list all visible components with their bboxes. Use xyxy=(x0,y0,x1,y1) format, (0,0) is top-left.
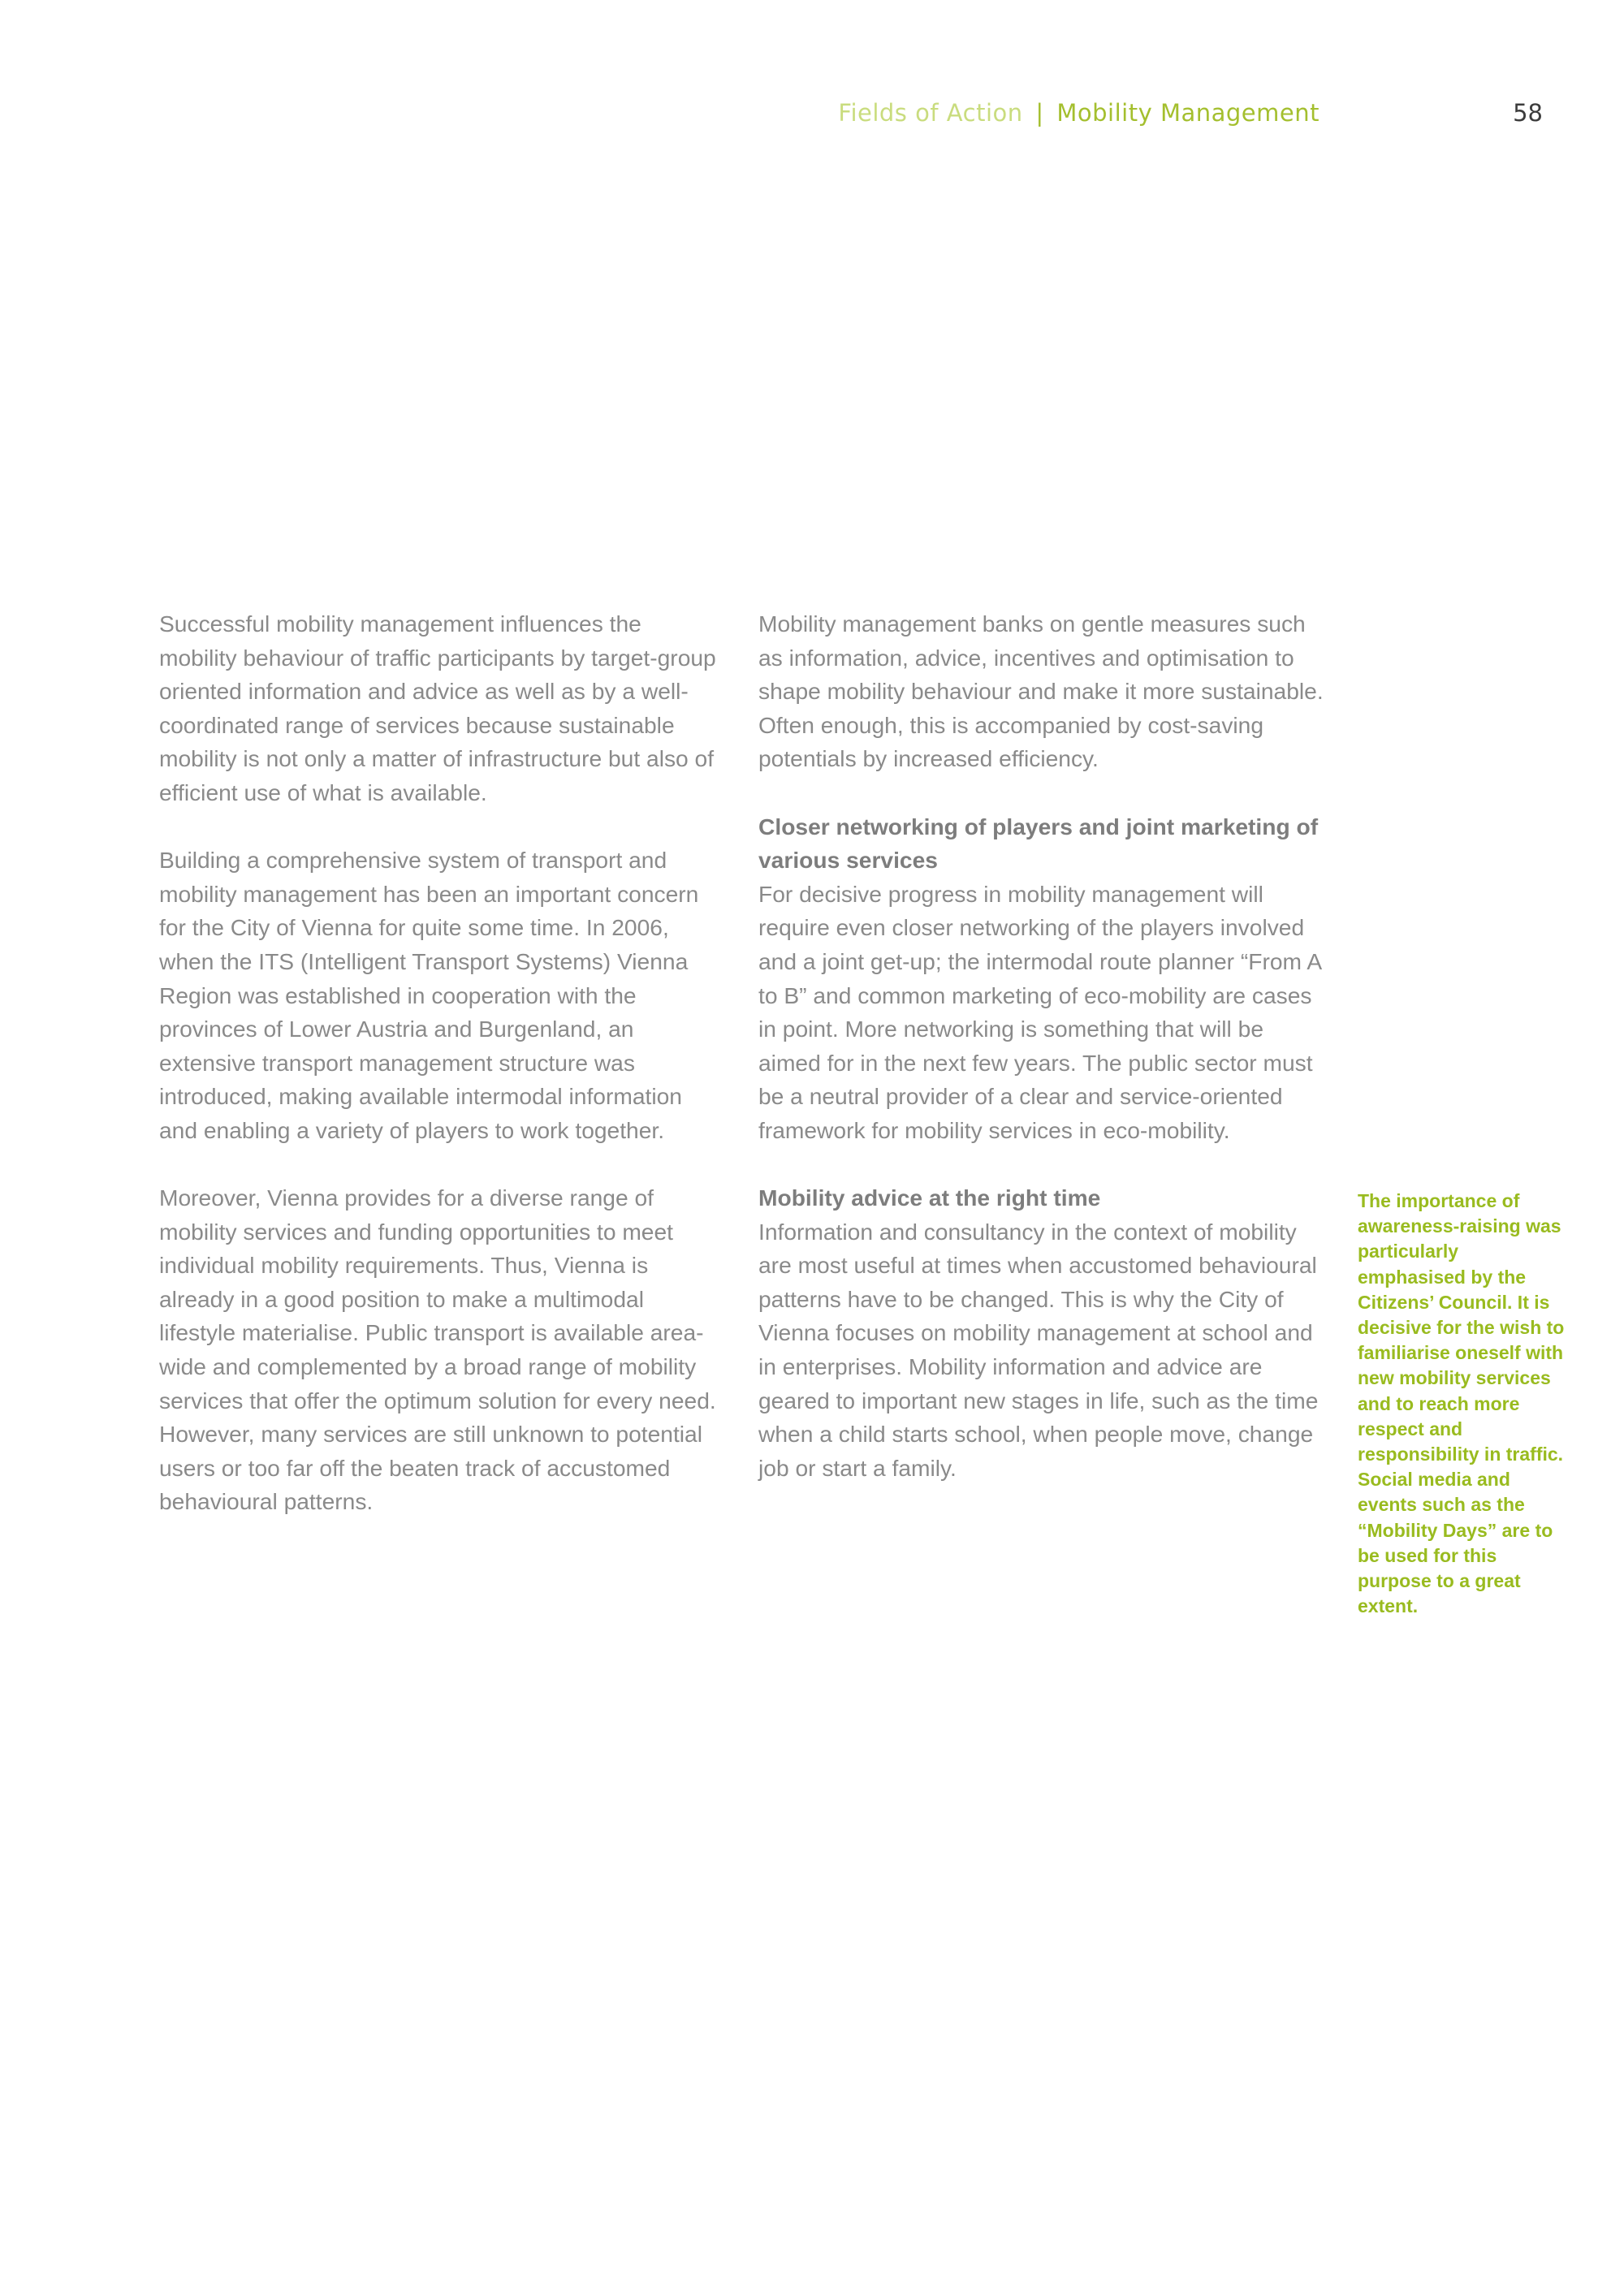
body-paragraph: Building a comprehensive system of transport and mobility management has been an important concern for the City of Vienna for quite some time. In 2006, when the ITS (Intelligent Transport Systems) Vienna Region was established in cooperation with the provinces of Lower Austria and Burgenland, an extensive transport management structure was introduced, making available intermodal information and enabling a variety of players to work together. xyxy=(159,847,699,1143)
section-mobility-advice xyxy=(758,1181,1327,1485)
left-column xyxy=(159,607,719,1519)
middle-column xyxy=(758,607,1327,1485)
section-heading: Closer networking of players and joint marketing of various services xyxy=(758,813,1319,874)
body-paragraph: For decisive progress in mobility management will require even closer networking of the players involved and a joint get-up; the intermodal route planner “From A to B” and common marketing of eco-mobility are cases in point. More networking is something that will be aimed for in the next few years. The public sector must be a neutral provider of a clear and service-oriented framework for mobility services in eco-mobility. xyxy=(758,880,1321,1143)
page-number: 58 xyxy=(1513,99,1543,127)
body-paragraph: Successful mobility management influences the mobility behaviour of traffic participants by target-group oriented information and advice as well as by a well-coordinated range of services because sustainable mobility is not only a matter of infrastructure but also of efficient use of what is available. xyxy=(159,611,716,805)
header-subsection: Mobility Management xyxy=(1056,99,1320,127)
header-separator: | xyxy=(1035,99,1044,127)
section-networking xyxy=(758,810,1327,1148)
sidebar-note: The importance of awareness-raising was particularly emphasised by the Citizens’ Council. It is decisive for the wish to familiarise oneself with new mobility services and to reach more respect and responsibility in traffic. Social media and events such as the “Mobility Days” are to be used for this purpose to a great extent. xyxy=(1358,1190,1565,1617)
running-header xyxy=(812,99,1320,127)
header-section: Fields of Action xyxy=(838,99,1023,127)
body-paragraph: Information and consultancy in the context of mobility are most useful at times when accustomed behavioural patterns have to be changed. This is why the City of Vienna focuses on mobility management at school and in enterprises. Mobility information and advice are geared to important new stages in life, such as the time when a child starts school, when people move, change job or start a family. xyxy=(758,1218,1319,1481)
section-heading: Mobility advice at the right time xyxy=(758,1185,1101,1211)
body-paragraph: Moreover, Vienna provides for a diverse range of mobility services and funding opportunities to meet individual mobility requirements. Thus, Vienna is already in a good position to make a multimodal lifestyle materialise. Public transport is available area-wide and complemented by a broad range of mobility services that offer the optimum solution for every need. However, many services are still unknown to potential users or too far off the beaten track of accustomed behavioural patterns. xyxy=(159,1185,716,1515)
intro-paragraph: Mobility management banks on gentle measures such as information, advice, incentives and optimisation to shape mobility behaviour and make it more sustainable. Often enough, this is accompanied by cost-saving potentials by increased efficiency. xyxy=(758,611,1324,772)
